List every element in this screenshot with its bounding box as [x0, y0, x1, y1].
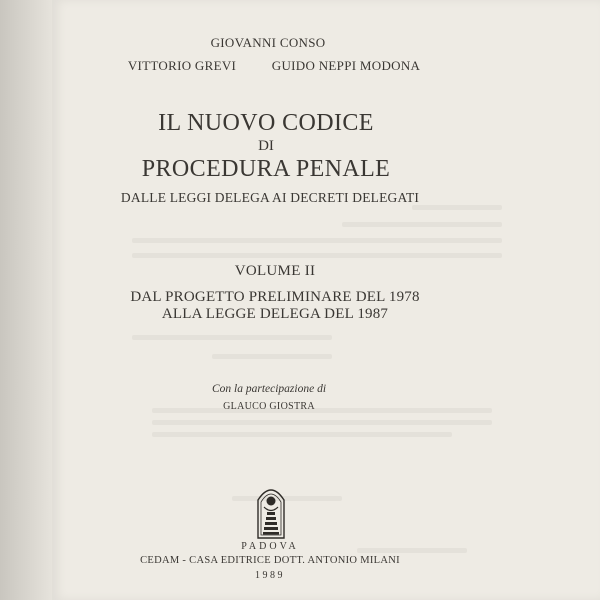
subtitle: DALLE LEGGI DELEGA AI DECRETI DELEGATI [120, 190, 420, 205]
author-giovanni-conso: GIOVANNI CONSO [210, 35, 326, 50]
title-line-1: IL NUOVO CODICE [158, 110, 374, 136]
show-through-text [412, 205, 502, 210]
volume-subtitle-line-2: ALLA LEGGE DELEGA DEL 1987 [161, 306, 389, 322]
show-through-text [357, 548, 467, 553]
author-vittorio-grevi: VITTORIO GREVI [127, 58, 237, 73]
show-through-text [132, 253, 502, 258]
collaboration-intro: Con la partecipazione di [211, 383, 327, 395]
publisher-emblem-icon [255, 484, 287, 540]
volume-subtitle-line-1: DAL PROGETTO PRELIMINARE DEL 1978 [130, 289, 420, 305]
show-through-text [132, 238, 502, 243]
publication-city: PADOVA [241, 541, 299, 552]
publication-year: 1989 [255, 570, 285, 581]
publisher-name: CEDAM - CASA EDITRICE DOTT. ANTONIO MILANI [140, 555, 400, 566]
show-through-text [212, 354, 332, 359]
book-gutter [0, 0, 52, 600]
show-through-text [132, 335, 332, 340]
author-guido-neppi-modona: GUIDO NEPPI MODONA [271, 58, 421, 73]
show-through-text [342, 222, 502, 227]
show-through-text [232, 496, 342, 501]
collaborator-name: GLAUCO GIOSTRA [223, 401, 315, 412]
volume-label: VOLUME II [234, 263, 316, 279]
show-through-text [152, 420, 492, 425]
title-line-2: DI [258, 138, 274, 154]
show-through-text [152, 432, 452, 437]
title-line-3: PROCEDURA PENALE [141, 156, 391, 182]
show-through-text [152, 408, 492, 413]
